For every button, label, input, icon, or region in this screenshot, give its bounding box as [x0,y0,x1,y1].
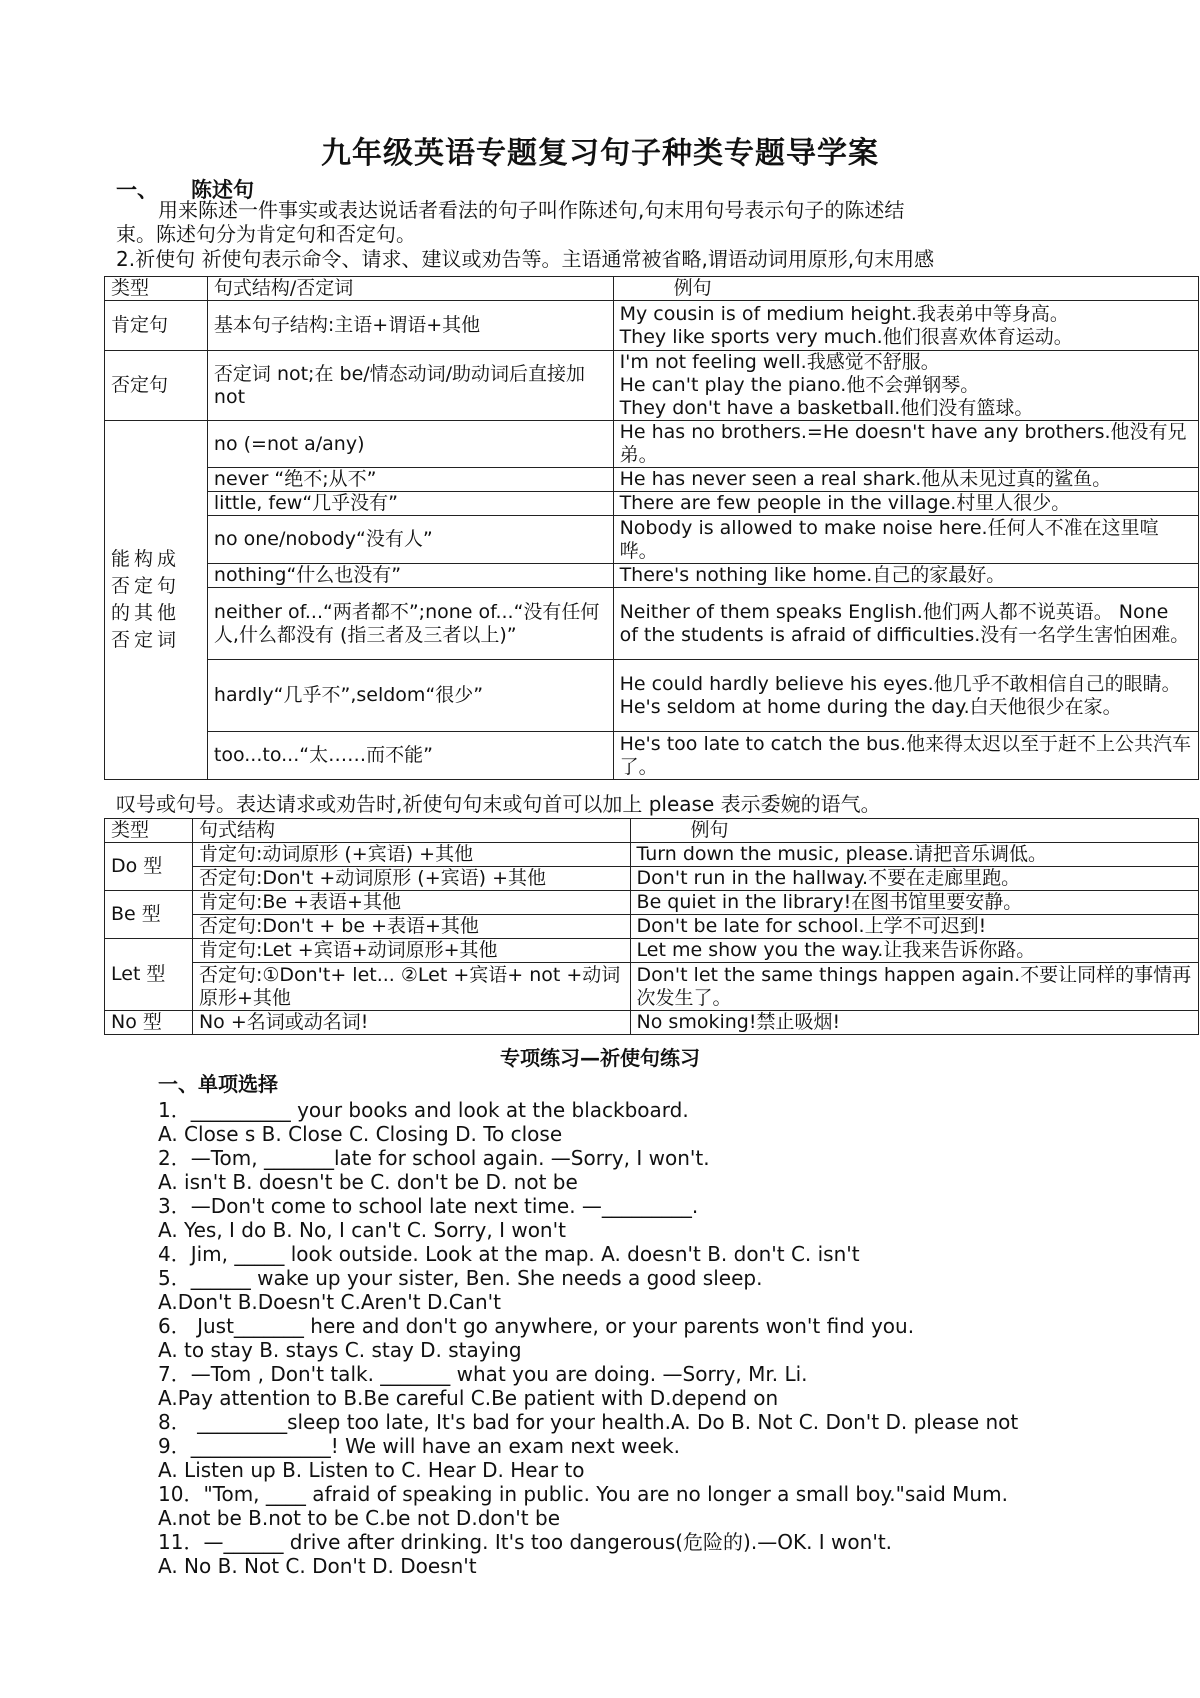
option-line: A. isn't B. doesn't be C. don't be D. not be [158,1170,578,1194]
option-line: A. Close s B. Close C. Closing D. To close [158,1122,563,1146]
intro-line-2: 束。陈述句分为肯定句和否定句。 [116,222,416,246]
imperative-table [104,818,1199,1035]
negative-word: too...to...“太……而不能” [207,732,613,780]
example-cell [613,301,1198,351]
negative-word: little, few“几乎没有” [207,492,613,516]
example-cell: Let me show you the way.让我来告诉你路。 [630,939,1198,963]
type-cell: Be 型 [105,891,193,939]
question-line: 4．Jim, _____ look outside. Look at the map. A. doesn't B. don't C. isn't [158,1242,860,1266]
question-line: 7．—Tom , Don't talk. _______ what you are doing. —Sorry, Mr. Li. [158,1362,808,1386]
negative-word: no one/nobody“没有人” [207,516,613,564]
table-header: 例句 [630,819,1198,843]
imperative-continued: 叹号或句号。表达请求或劝告时,祈使句句末或句首可以加上 please 表示委婉的语气。 [116,792,881,816]
example-cell: Neither of them speaks English.他们两人都不说英语。 None of the students is afraid of difficulties.没有一名学生害怕困难。 [613,588,1198,660]
type-cell: Let 型 [105,939,193,1011]
question-line: 10．"Tom, ____ afraid of speaking in public. You are no longer a small boy."said Mum. [158,1482,1008,1506]
structure-cell: 基本句子结构:主语+谓语+其他 [207,301,613,351]
question-line: 3．—Don't come to school late next time. —_________. [158,1194,699,1218]
example-cell: No smoking!禁止吸烟! [630,1011,1198,1035]
table-header: 句式结构/否定词 [207,277,613,301]
structure-cell: 否定句:Don't +动词原形 (+宾语) +其他 [192,867,630,891]
example-cell: Nobody is allowed to make noise here.任何人不准在这里喧哗。 [613,516,1198,564]
example-cell: Don't run in the hallway.不要在走廊里跑。 [630,867,1198,891]
table-header: 类型 [105,819,193,843]
example-cell: Turn down the music, please.请把音乐调低。 [630,843,1198,867]
type-cell: Do 型 [105,843,193,891]
question-line: 11．—______ drive after drinking. It's too dangerous(危险的).—OK. I won't. [158,1530,893,1554]
example-cell: He has no brothers.=He doesn't have any brothers.他没有兄弟。 [613,421,1198,468]
type-cell: 否定句 [105,351,208,421]
structure-cell: 否定句:Don't + be +表语+其他 [192,915,630,939]
practice-heading: 一、单项选择 [158,1072,278,1096]
negative-word: hardly“几乎不”,seldom“很少” [207,660,613,732]
example-cell [613,351,1198,421]
table-header: 类型 [105,277,208,301]
practice-title: 专项练习—祈使句练习 [500,1046,700,1070]
question-line: 9．______________! We will have an exam next week. [158,1434,680,1458]
imperative-intro: 2.祈使句 祈使句表示命令、请求、建议或劝告等。主语通常被省略,谓语动词用原形,句末用感 [116,247,935,271]
example-line: My cousin is of medium height.我表弟中等身高。 [619,302,1069,325]
type-cell: No 型 [105,1011,193,1035]
table-header: 句式结构 [192,819,630,843]
negative-word: no (=not a/any) [207,421,613,468]
example-line: He can't play the piano.他不会弹钢琴。 [619,374,980,396]
type-cell: 肯定句 [105,301,208,351]
example-line: They don't have a basketball.他们没有篮球。 [619,397,1034,419]
page-title: 九年级英语专题复习句子种类专题导学案 [321,136,879,171]
option-line: A.not be B.not to be C.be not D.don't be [158,1506,560,1530]
example-cell: He has never seen a real shark.他从未见过真的鲨鱼。 [613,468,1198,492]
example-cell: Don't let the same things happen again.不要让同样的事情再次发生了。 [630,963,1198,1011]
negative-word: nothing“什么也没有” [207,564,613,588]
question-line: 8． _________sleep too late, It's bad for your health.A. Do B. Not C. Don't D. please not [158,1410,1019,1434]
example-line: They like sports very much.他们很喜欢体育运动。 [619,325,1073,348]
example-cell: He could hardly believe his eyes.他几乎不敢相信自己的眼睛。 He's seldom at home during the day.白天他很少在家。 [613,660,1198,732]
structure-cell: 肯定句:Let +宾语+动词原形+其他 [192,939,630,963]
structure-cell: 否定句:①Don't+ let... ②Let +宾语+ not +动词原形+其他 [192,963,630,1011]
question-line: 5．______ wake up your sister, Ben. She needs a good sleep. [158,1266,763,1290]
option-line: A.Pay attention to B.Be careful C.Be patient with D.depend on [158,1386,779,1410]
section-number: 一、 [116,177,158,202]
table-header: 例句 [613,277,1198,301]
negative-word: never “绝不;从不” [207,468,613,492]
question-line: 6． Just_______ here and don't go anywhere, or your parents won't find you. [158,1314,915,1338]
option-line: A. to stay B. stays C. stay D. staying [158,1338,522,1362]
structure-cell: No +名词或动名词! [192,1011,630,1035]
negative-word: neither of...“两者都不”;none of...“没有任何人,什么都没有 (指三者及三者以上)” [207,588,613,660]
intro-line-1: 用来陈述一件事实或表达说话者看法的句子叫作陈述句,句末用句号表示句子的陈述结 [158,198,905,222]
option-line: A. Listen up B. Listen to C. Hear D. Hear to [158,1458,585,1482]
option-line: A. No B. Not C. Don't D. Doesn't [158,1554,477,1578]
option-line: A. Yes, I do B. No, I can't C. Sorry, I won't [158,1218,566,1242]
section-title: 陈述句 [191,177,254,202]
structure-cell: 肯定句:Be +表语+其他 [192,891,630,915]
example-cell: There's nothing like home.自己的家最好。 [613,564,1198,588]
structure-cell: 否定词 not;在 be/情态动词/助动词后直接加 not [207,351,613,421]
statement-table [104,276,1199,780]
option-line: A.Don't B.Doesn't C.Aren't D.Can't [158,1290,501,1314]
example-cell: There are few people in the village.村里人很少。 [613,492,1198,516]
example-cell: He's too late to catch the bus.他来得太迟以至于赶不上公共汽车了。 [613,732,1198,780]
question-line: 2．—Tom, _______late for school again. —Sorry, I won't. [158,1146,710,1170]
question-line: 1．__________ your books and look at the blackboard. [158,1098,689,1122]
type-cell: 能构成否定句的其他否定词 [105,421,208,780]
example-cell: Don't be late for school.上学不可迟到! [630,915,1198,939]
example-line: I'm not feeling well.我感觉不舒服。 [619,351,940,373]
structure-cell: 肯定句:动词原形 (+宾语) +其他 [192,843,630,867]
example-cell: Be quiet in the library!在图书馆里要安静。 [630,891,1198,915]
